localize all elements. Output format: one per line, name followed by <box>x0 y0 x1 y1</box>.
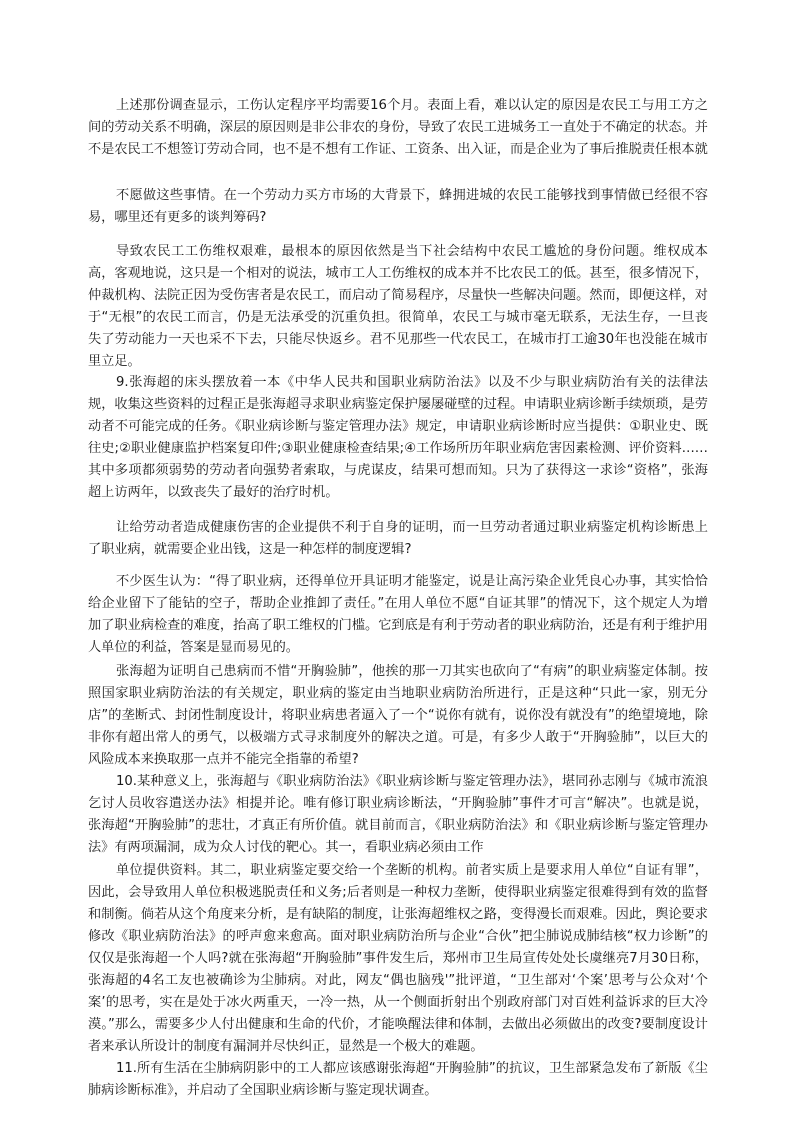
paragraph-9-zhang-haichao: 9.张海超的床头摆放着一本《中华人民共和国职业病防治法》以及不少与职业病防治有关的法律法规，收集这些资料的过程正是张海超寻求职业病鉴定保护屡屡碰壁的过程。申请职业病诊断手续烦琐，是劳动者不可能完成的任务。《职业病诊断与鉴定管理办法》规定，申请职业病诊断时应当提供：①职业史、既往史;②职业健康监护档案复印件;③职业健康检查结果;④工作场所历年职业病危害因素检测、评价资料……其中多项都须弱势的劳动者向强势者索取，与虎谋皮，结果可想而知。只为了获得这一求诊“资格”，张海超上访两年，以致丧失了最好的治疗时机。 <box>88 375 708 500</box>
paragraph-injury-survey: 上述那份调查显示，工伤认定程序平均需要16个月。表面上看，难以认定的原因是农民工与用工方之间的劳动关系不明确，深层的原因则是非公非农的身份，导致了农民工进城务工一直处于不确定的状态。并不是农民工不想签订劳动合同，也不是不想有工作证、工资条、出入证，而是企业为了事后推脱责任根本就 <box>88 98 708 157</box>
paragraph-open-chest: 张海超为证明自己患病而不惜“开胸验肺”，他挨的那一刀其实也砍向了“有病”的职业病鉴定体制。按照国家职业病防治法的有关规定，职业病的鉴定由当地职业病防治所进行，正是这种“只此一家，别无分店”的垄断式、封闭性制度设计，将职业病患者逼入了一个“说你有就有，说你没有就没有”的绝望境地，除非你有超出常人的勇气，以极端方式寻求制度外的解决之道。可是，有多少人敢于“开胸验肺”，以巨大的风险成本来换取那一点并不能完全指靠的希望? <box>88 664 708 767</box>
paragraph-employer-materials: 单位提供资料。其二，职业病鉴定要交给一个垄断的机构。前者实质上是要求用人单位“自证有罪”，因此，会导致用人单位积极逃脱责任和义务;后者则是一种权力垄断，使得职业病鉴定很难得到有效的监督和制衡。倘若从这个角度来分析，是有缺陷的制度，让张海超维权之路，变得漫长而艰难。因此，舆论要求修改《职业病防治法》的呼声愈来愈高。面对职业病防治所与企业“合伙”把尘肺说成肺结核“权力诊断”的仅仅是张海超一个人吗?就在张海超“开胸验肺”事件发生后，郑州市卫生局宣传处处长虞继亮7月30日称，张海超的4名工友也被确诊为尘肺病。对此，网友“偶也脑残'”批评道，“卫生部对‘个案’思考与公众对‘个案’的思考，实在是处于冰火两重天，一冷一热，从一个侧面折射出个别政府部门对百姓利益诉求的巨大冷漠。”那么，需要多少人付出健康和生命的代价，才能唤醒法律和体制，去做出必须做出的改变?要制度设计者来承认所设计的制度有漏洞并尽快纠正，显然是一个极大的难题。 <box>88 863 708 1054</box>
paragraph-10-law-comparison: 10.某种意义上，张海超与《职业病防治法》《职业病诊断与鉴定管理办法》，堪同孙志刚与《城市流浪乞讨人员收容遣送办法》相提并论。唯有修订职业病诊断法，“开胸验肺”事件才可言“解决”。也就是说，张海超“开胸验肺”的悲壮，才真正有所价值。就目前而言，《职业病防治法》和《职业病诊断与鉴定管理办法》有两项漏洞，成为众人讨伐的靶心。其一，看职业病必须由工作 <box>88 774 708 855</box>
paragraph-unwilling: 不愿做这些事情。在一个劳动力买方市场的大背景下，蜂拥进城的农民工能够找到事情做已经很不容易，哪里还有更多的谈判筹码? <box>88 188 708 225</box>
paragraph-doctors-view: 不少医生认为：“得了职业病，还得单位开具证明才能鉴定，说是让高污染企业凭良心办事，其实恰恰给企业留下了能钻的空子，帮助企业推卸了责任。”在用人单位不愿“自证其罪”的情况下，这个规定人为增加了职业病检查的难度，抬高了职工维权的门槛。它到底是有利于劳动者的职业病防治，还是有利于维护用人单位的利益，答案是显而易见的。 <box>88 574 708 655</box>
paragraph-institutional-logic: 让给劳动者造成健康伤害的企业提供不利于自身的证明，而一旦劳动者通过职业病鉴定机构诊断患上了职业病，就需要企业出钱，这是一种怎样的制度逻辑? <box>88 520 708 557</box>
paragraph-rights-difficulty: 导致农民工工伤维权艰难，最根本的原因依然是当下社会结构中农民工尴尬的身份问题。维权成本高，客观地说，这只是一个相对的说法，城市工人工伤维权的成本并不比农民工的低。甚至，很多情况下，仲裁机构、法院正因为受伤害者是农民工，而启动了简易程序，尽量快一些解决问题。然而，即便这样，对于“无根”的农民工而言，仍是无法承受的沉重负担。很简单，农民工与城市毫无联系，无法生存，一旦丧失了劳动能力一天也采不下去，只能尽快返乡。君不见那些一代农民工，在城市打工逾30年也没能在城市里立足。 <box>88 244 708 369</box>
paragraph-11-new-standard: 11.所有生活在尘肺病阴影中的工人都应该感谢张海超“开胸验肺”的抗议，卫生部紧急发布了新版《尘肺病诊断标准》，并启动了全国职业病诊断与鉴定现状调查。 <box>88 1061 708 1098</box>
